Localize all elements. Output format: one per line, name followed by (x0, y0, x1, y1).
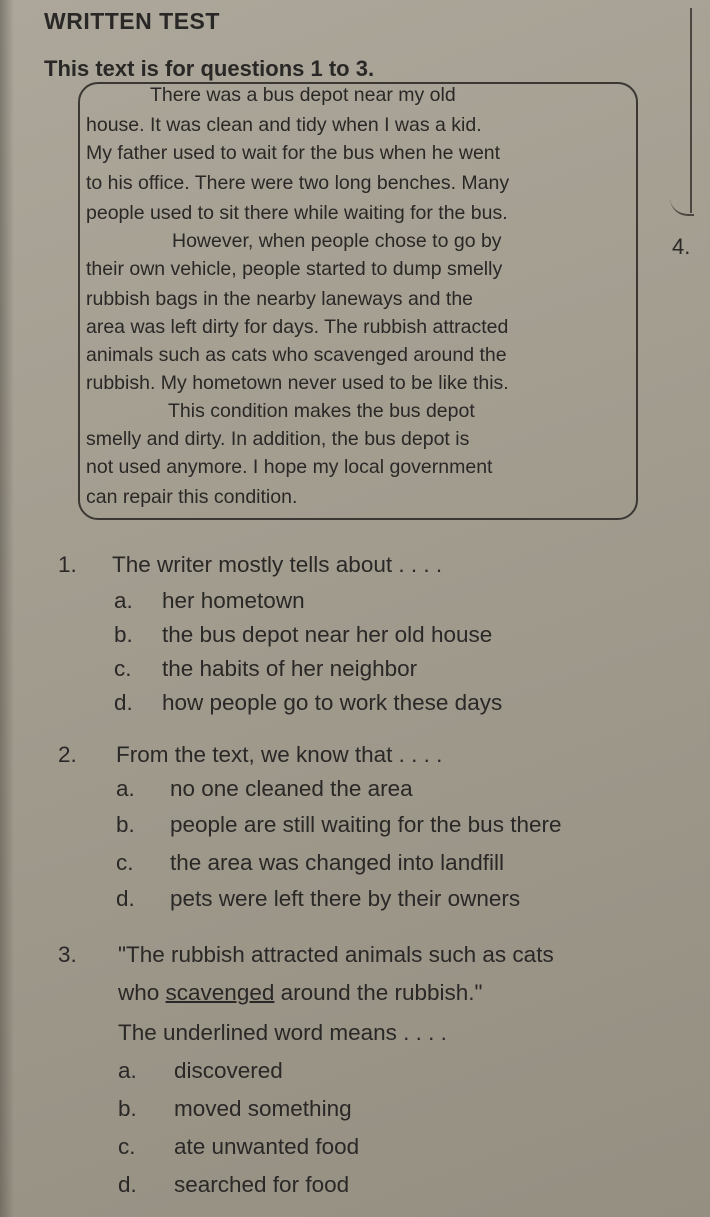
passage-line: animals such as cats who scavenged around the (86, 344, 507, 366)
test-title: WRITTEN TEST (44, 8, 220, 34)
passage-line: to his office. There were two long benches. Many (86, 172, 510, 194)
passage-intro: This text is for questions 1 to 3. (44, 56, 375, 81)
option-2c[interactable]: c. the area was changed into landfill (116, 850, 504, 875)
option-3b[interactable]: b. moved something (118, 1096, 352, 1121)
option-3a[interactable]: a. discovered (118, 1058, 283, 1083)
passage-line: people used to sit there while waiting for the bus. (86, 202, 508, 224)
question-1 (58, 552, 442, 578)
passage-line: rubbish. My hometown never used to be like this. (86, 372, 509, 394)
passage-line: area was left dirty for days. The rubbish attracted (86, 316, 509, 338)
passage-line: house. It was clean and tidy when I was a kid. (86, 114, 482, 136)
margin-line (690, 8, 692, 213)
question-number: 3. (58, 942, 77, 967)
question-quote-line-2: who scavenged around the rubbish." (118, 980, 483, 1005)
option-1d[interactable]: d. how people go to work these days (114, 690, 503, 715)
page-shadow (0, 0, 14, 1217)
margin-question-number: 4. (672, 234, 691, 259)
passage-line: My father used to wait for the bus when he went (86, 142, 501, 164)
passage-line: not used anymore. I hope my local government (86, 456, 493, 478)
option-1c[interactable]: c. the habits of her neighbor (114, 656, 418, 681)
option-3c[interactable]: c. ate unwanted food (118, 1134, 360, 1159)
option-3d[interactable]: d. searched for food (118, 1172, 350, 1197)
option-1b[interactable]: b. the bus depot near her old house (114, 622, 493, 647)
option-1a[interactable]: a. her hometown (114, 588, 305, 613)
question-text: The writer mostly tells about . . . . (112, 552, 443, 577)
option-2d[interactable]: d. pets were left there by their owners (116, 886, 521, 911)
passage-line: This condition makes the bus depot (168, 400, 475, 422)
option-2a[interactable]: a. no one cleaned the area (116, 776, 413, 801)
option-2b[interactable]: b. people are still waiting for the bus there (116, 812, 562, 837)
question-number: 1. (58, 552, 77, 577)
passage-line: can repair this condition. (86, 486, 298, 508)
question-text: From the text, we know that . . . . (116, 742, 443, 767)
passage-line: rubbish bags in the nearby laneways and the (86, 288, 474, 310)
question-3 (58, 942, 554, 968)
passage-line: their own vehicle, people started to dump smelly (86, 258, 503, 280)
passage-line: However, when people chose to go by (172, 230, 502, 252)
question-number: 2. (58, 742, 77, 767)
passage-line: smelly and dirty. In addition, the bus depot is (86, 428, 470, 450)
question-quote-line-1: "The rubbish attracted animals such as cats (118, 942, 554, 967)
passage-line: There was a bus depot near my old (150, 84, 456, 106)
question-prompt: The underlined word means . . . . (118, 1020, 447, 1045)
question-2 (58, 742, 442, 768)
underlined-word: scavenged (165, 980, 275, 1005)
margin-bracket (670, 190, 694, 216)
